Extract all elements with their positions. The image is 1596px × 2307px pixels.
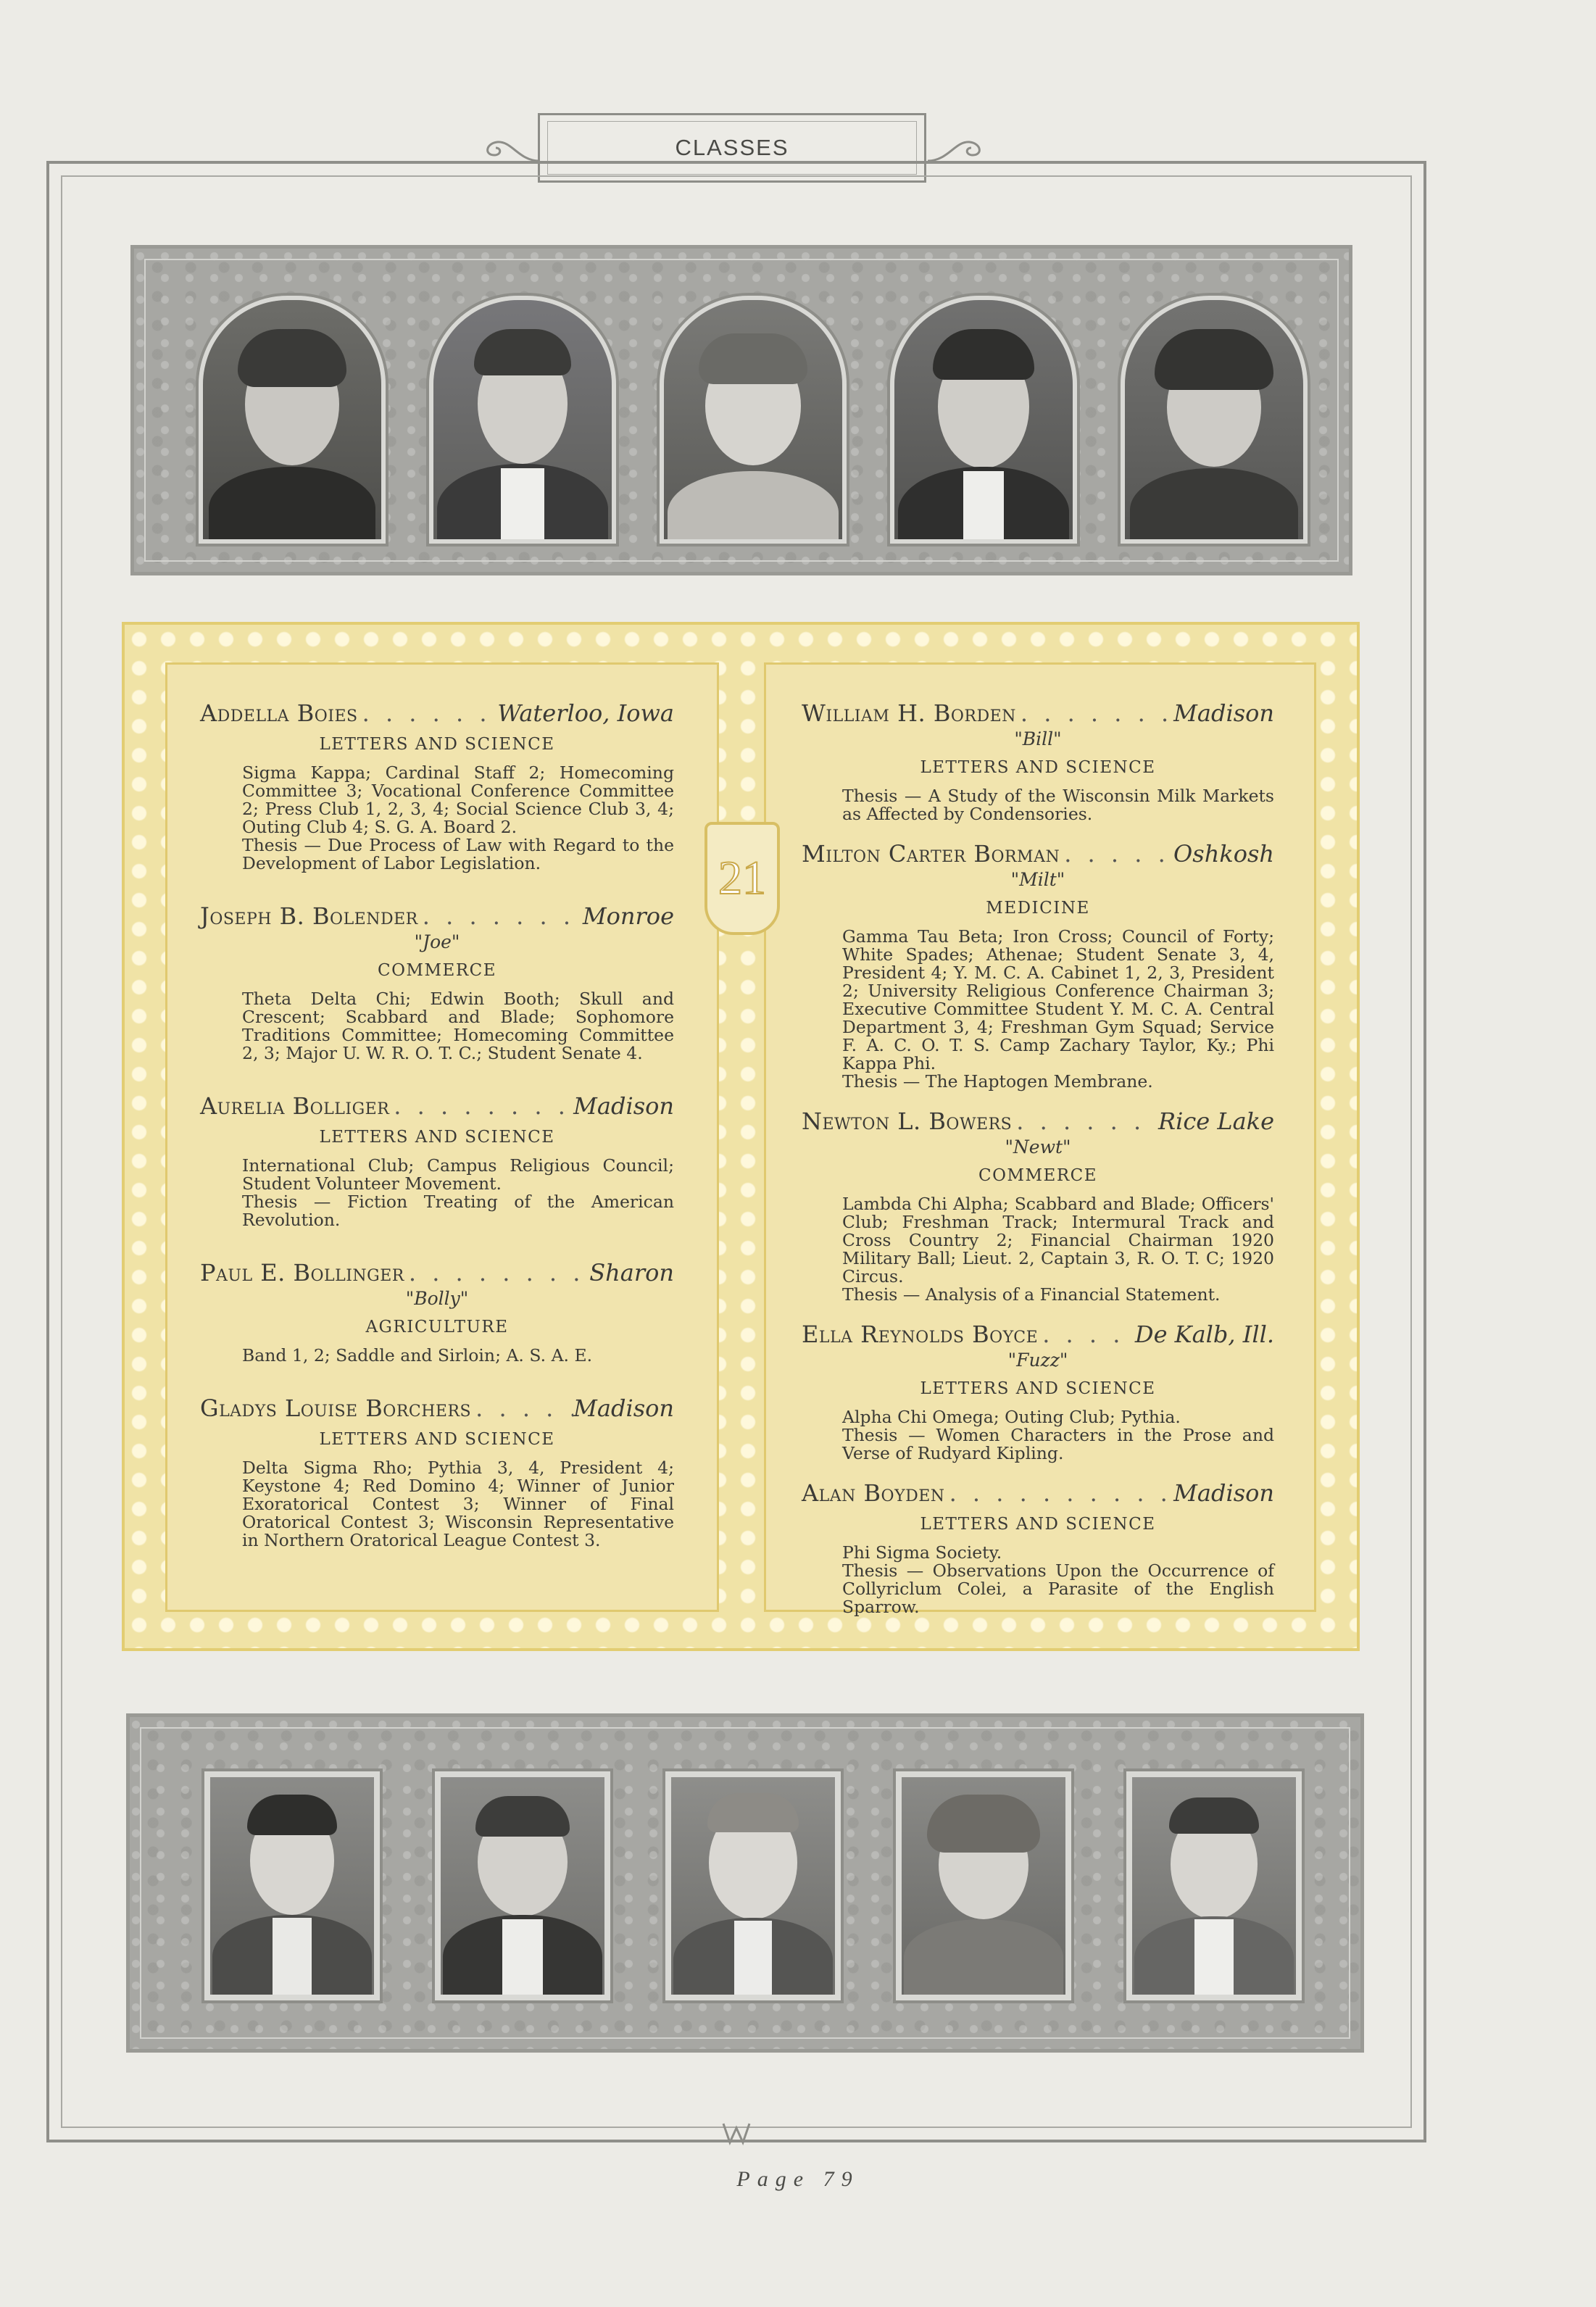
student-nickname: "Milt" [1010,869,1065,890]
student-activities: Theta Delta Chi; Edwin Booth; Skull and Crescent; Scabbard and Blade; Sophomore Traditions Committee; Homecoming Committee 2, 3; Major U. W. R. O. T. C.; Student Senate 4. [242,989,674,1063]
portrait-photo [665,1771,841,2000]
w-monogram-ornament [722,2121,751,2145]
student-college: MEDICINE [986,899,1090,918]
student-activities: Alpha Chi Omega; Outing Club; Pythia. Thesis — Women Characters in the Prose and Verse of Rudyard Kipling. [842,1407,1274,1463]
student-hometown: Oshkosh [1173,840,1274,868]
student-entry [802,839,1274,1091]
student-hometown: Rice Lake [1157,1107,1274,1135]
student-entry [802,699,1274,823]
student-entry [200,1258,674,1365]
student-hometown: Madison [1173,699,1274,727]
student-entry [200,1092,674,1229]
student-college: LETTERS AND SCIENCE [319,735,555,754]
student-activities: Phi Sigma Society. Thesis — Observations Upon the Occurrence of Collyriclum Colei, a Parasite of the English Sparrow. [842,1542,1274,1617]
header-scroll-ornament-right [926,132,992,164]
student-hometown: Monroe [582,902,674,930]
student-hometown: Madison [1173,1479,1274,1507]
class-year-shield [705,822,780,935]
portrait-photo [1121,296,1308,544]
student-entry [802,1479,1274,1616]
section-title: CLASSES [675,135,789,160]
student-college: LETTERS AND SCIENCE [920,758,1156,777]
left-biography-column [200,699,674,1579]
student-activities: Delta Sigma Rho; Pythia 3, 4, President 4; Keystone 4; Red Domino 4; Winner of Junior Exoratorical Contest 3; Winner of Final Oratorical Contest 3; Wisconsin Representative in Northern Oratorical League Contest 3. [242,1458,674,1550]
student-activities: International Club; Campus Religious Council; Student Volunteer Movement. Thesis — Fiction Treating of the American Revolution. [242,1155,674,1230]
student-activities: Gamma Tau Beta; Iron Cross; Council of Forty; White Spades; Athenae; Student Senate 3, 4, President 4; Y. M. C. A. Cabinet 1, 2, 3, President 2; University Religious Conference Chairman 3; Executive Committee Student Y. M. C. A. Central Department 3, 4; Freshman Gym Squad; Service F. A. C. O. T. S. Camp Zachary Taylor, Ky.; Phi Kappa Phi. Thesis — The Haptogen Membrane. [842,926,1274,1092]
student-name: Aurelia Bolliger [200,1092,390,1120]
student-name: Ella Reynolds Boyce [802,1321,1039,1348]
student-name: William H. Borden [802,699,1016,727]
student-entry [802,1320,1274,1463]
student-name: Alan Boyden [802,1479,945,1507]
portrait-photo [435,1771,610,2000]
right-biography-column [802,699,1274,1632]
student-activities: Band 1, 2; Saddle and Sirloin; A. S. A. E. [242,1345,593,1366]
student-thesis: Thesis — A Study of the Wisconsin Milk Markets as Affected by Condensories. [842,786,1274,824]
student-college: AGRICULTURE [365,1318,509,1337]
student-thesis: Thesis — Analysis of a Financial Statement. [842,1284,1221,1305]
student-name: Newton L. Bowers [802,1107,1013,1135]
student-activities: Sigma Kappa; Cardinal Staff 2; Homecoming Committee 3; Vocational Conference Committee 2; Press Club 1, 2, 3, 4; Social Science Club 3, 4; Outing Club 4; S. G. A. Board 2. Thesis — Due Process of Law with Regard to the Development of Labor Legislation. [242,762,674,873]
portrait-photo [1126,1771,1302,2000]
portrait-photo [204,1771,380,2000]
student-college: COMMERCE [978,1166,1098,1185]
class-year-number: 21 [718,852,766,905]
student-nickname: "Bolly" [405,1288,469,1309]
student-activities [842,787,1274,823]
student-thesis: Thesis — Due Process of Law with Regard to the Development of Labor Legislation. [242,835,674,873]
student-name: Paul E. Bollinger [200,1259,404,1286]
student-name: Addella Boies [200,699,358,727]
student-name: Milton Carter Borman [802,840,1060,868]
student-college: LETTERS AND SCIENCE [319,1430,555,1449]
student-thesis: Thesis — The Haptogen Membrane. [842,1071,1153,1092]
student-thesis: Thesis — Fiction Treating of the American Revolution. [242,1192,674,1230]
student-entry [802,1107,1274,1304]
student-entry [200,902,674,1063]
student-hometown: Madison [573,1092,674,1120]
student-nickname: "Bill" [1014,728,1062,749]
header-scroll-ornament-left [475,132,541,164]
portrait-photo [199,296,386,544]
portrait-photo [429,296,616,544]
student-nickname: "Newt" [1005,1136,1071,1157]
portrait-photo [896,1771,1071,2000]
student-nickname: "Fuzz" [1007,1350,1068,1371]
student-name: Joseph B. Bolender [200,902,418,930]
student-hometown: De Kalb, Ill. [1134,1321,1274,1348]
student-entry [200,699,674,873]
student-college: LETTERS AND SCIENCE [920,1515,1156,1534]
student-college: LETTERS AND SCIENCE [920,1379,1156,1398]
student-thesis: Thesis — Observations Upon the Occurrence of Collyriclum Colei, a Parasite of the English Sparrow. [842,1560,1274,1617]
student-name: Gladys Louise Borchers [200,1394,472,1422]
student-hometown: Waterloo, Iowa [497,699,674,727]
portrait-photo [890,296,1077,544]
student-thesis: Thesis — Women Characters in the Prose and Verse of Rudyard Kipling. [842,1425,1274,1463]
student-college: COMMERCE [377,961,497,980]
page-number: Page 79 [736,2167,860,2191]
student-hometown: Sharon [589,1259,674,1286]
student-entry [200,1394,674,1550]
student-nickname: "Joe" [414,931,460,952]
student-hometown: Madison [573,1394,674,1422]
student-activities: Lambda Chi Alpha; Scabbard and Blade; Officers' Club; Freshman Track; Intermural Track and Cross Country 2; Financial Chairman 1920 Military Ball; Lieut. 2, Captain 3, R. O. T. C; 1920 Circus. Thesis — Analysis of a Financial Statement. [842,1194,1274,1305]
student-college: LETTERS AND SCIENCE [319,1128,555,1147]
portrait-photo [660,296,847,544]
